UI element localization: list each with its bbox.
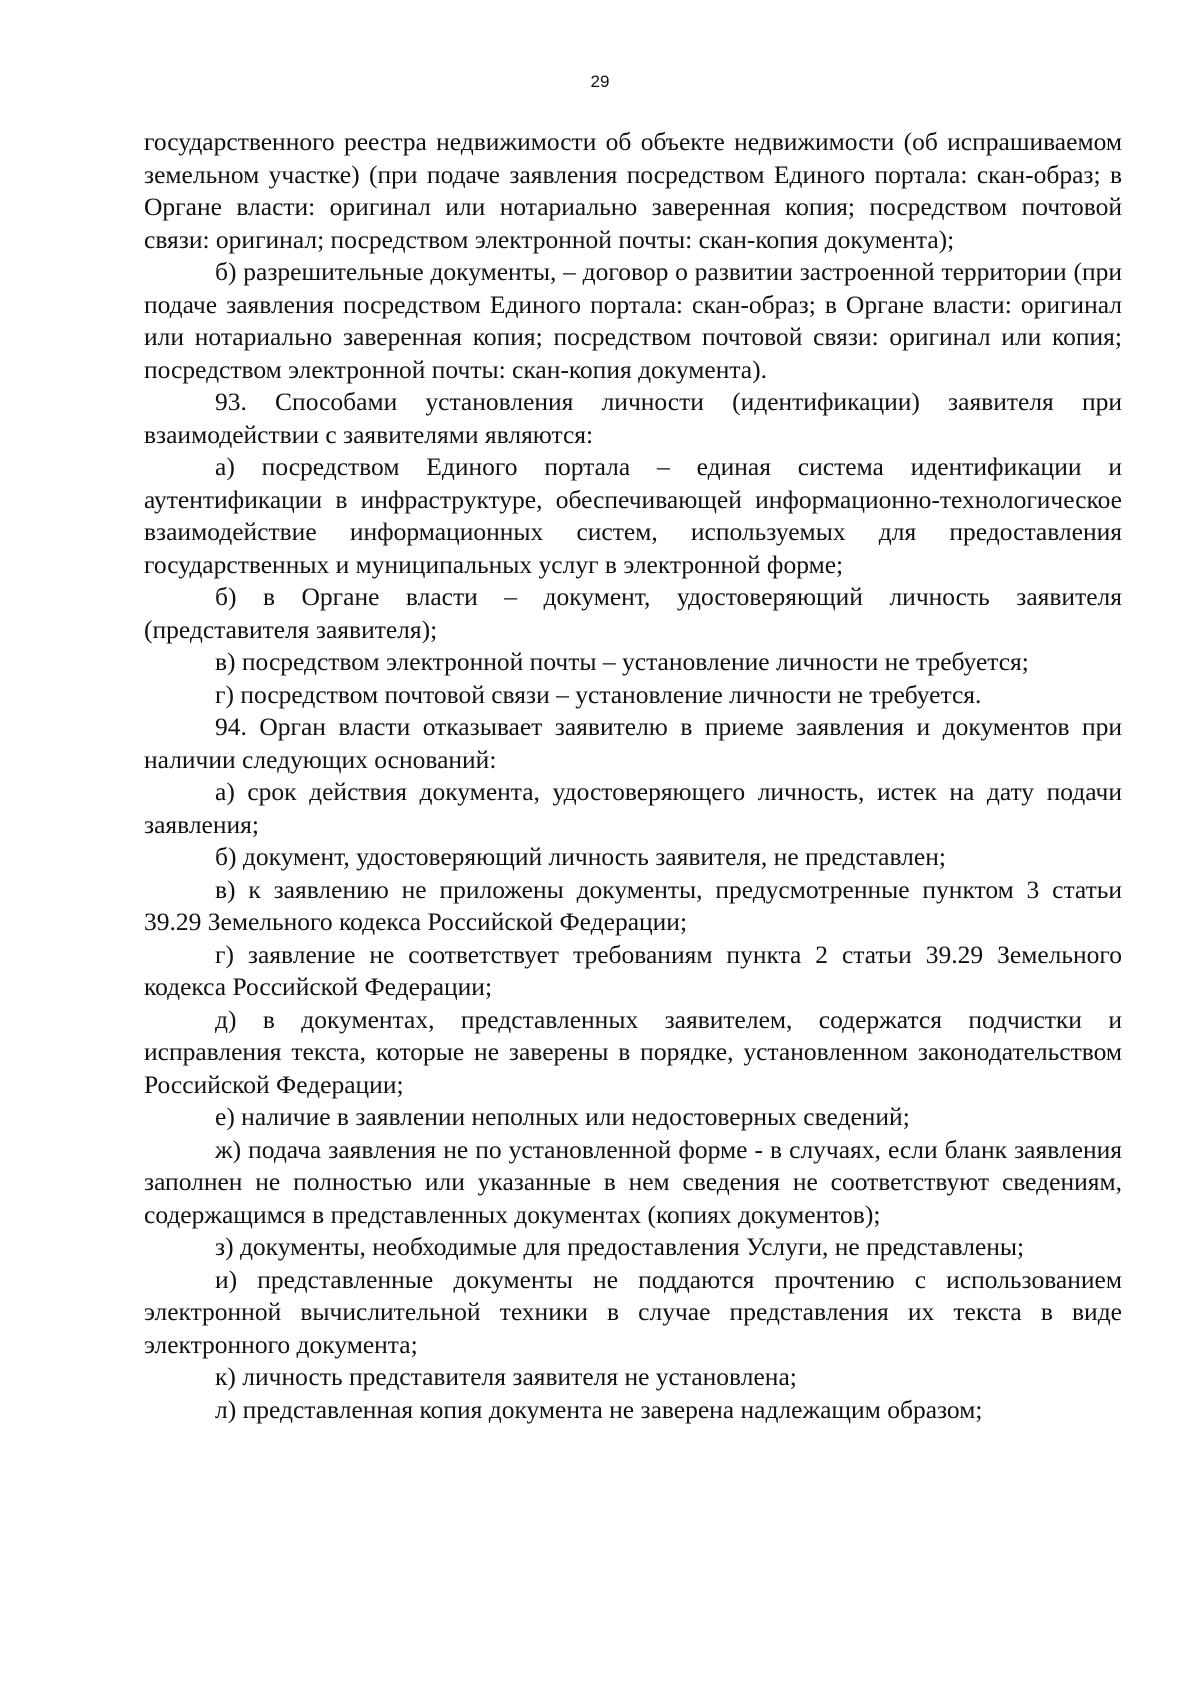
paragraph: к) личность представителя заявителя не установлена;	[215, 1362, 797, 1391]
paragraph: 93. Способами установления личности (идентификации) заявителя при взаимодействии с заявителями являются:	[144, 387, 1122, 449]
paragraph: ж) подача заявления не по установленной форме - в случаях, если бланк заявления заполнен не полностью или указанные в нем сведения не соответствуют сведениям, содержащимся в представленных документах (копиях документов);	[144, 1134, 1122, 1229]
paragraph: з) документы, необходимые для предоставления Услуги, не представлены;	[215, 1232, 1025, 1261]
page-number: 29	[590, 72, 610, 91]
paragraph: государственного реестра недвижимости об объекте недвижимости (об испрашиваемом земельном участке) (при подаче заявления посредством Единого портала: скан-образ; в Органе власти: оригинал или нотариально заверенная копия; посредством почтовой связи: оригинал; посредством электронной почты: скан-копия документа);	[144, 127, 1122, 254]
paragraph: г) заявление не соответствует требованиям пункта 2 статьи 39.29 Земельного кодекса Российской Федерации;	[144, 939, 1122, 1001]
paragraph: д) в документах, представленных заявителем, содержатся подчистки и исправления текста, которые не заверены в порядке, установленном законодательством Российской Федерации;	[144, 1004, 1122, 1099]
paragraph: а) срок действия документа, удостоверяющего личность, истек на дату подачи заявления;	[144, 777, 1122, 839]
paragraph: в) к заявлению не приложены документы, предусмотренные пунктом 3 статьи 39.29 Земельного кодекса Российской Федерации;	[144, 874, 1122, 936]
paragraph: е) наличие в заявлении неполных или недостоверных сведений;	[215, 1102, 910, 1131]
paragraph: и) представленные документы не поддаются прочтению с использованием электронной вычислительной техники в случае представления их текста в виде электронного документа;	[144, 1264, 1122, 1359]
paragraph: б) разрешительные документы, – договор о развитии застроенной территории (при подаче заявления посредством Единого портала: скан-образ; в Органе власти: оригинал или нотариально заверенная копия; посредством почтовой связи: оригинал или копия; посредством электронной почты: скан-копия документа).	[144, 257, 1122, 384]
paragraph: а) посредством Единого портала – единая система идентификации и аутентификации в инфраструктуре, обеспечивающей информационно-технологическое взаимодействие информационных систем, используемых для предоставления государственных и муниципальных услуг в электронной форме;	[144, 452, 1122, 579]
paragraph: в) посредством электронной почты – установление личности не требуется;	[215, 647, 1029, 676]
paragraph: г) посредством почтовой связи – установление личности не требуется.	[215, 679, 982, 709]
paragraph: л) представленная копия документа не заверена надлежащим образом;	[215, 1394, 983, 1424]
paragraph: б) документ, удостоверяющий личность заявителя, не представлен;	[215, 842, 946, 871]
paragraph: б) в Органе власти – документ, удостоверяющий личность заявителя (представителя заявителя);	[144, 582, 1122, 644]
paragraph: 94. Орган власти отказывает заявителю в приеме заявления и документов при наличии следующих оснований:	[144, 712, 1122, 774]
document-body	[144, 126, 1122, 1426]
